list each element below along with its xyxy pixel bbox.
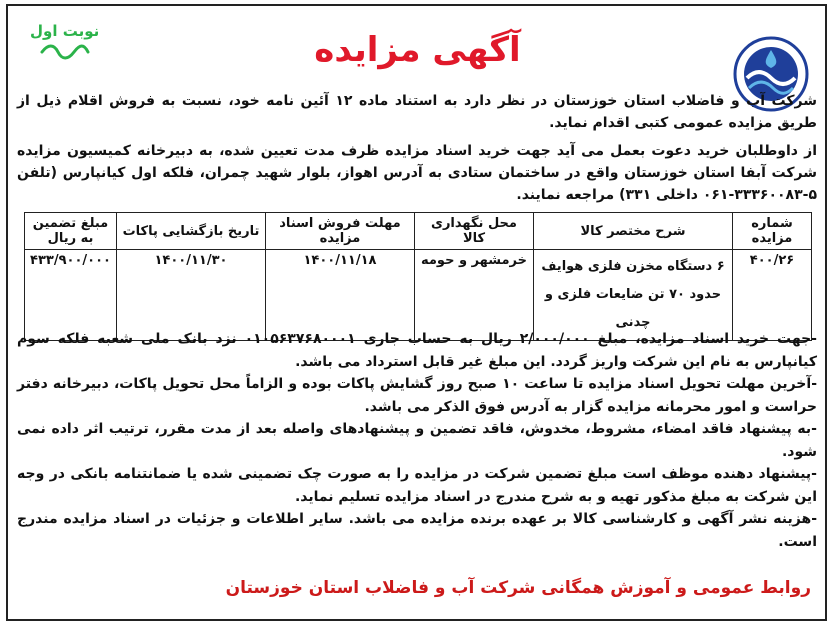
- auction-table: [24, 212, 812, 341]
- header-storage-location: محل نگهداری کالا: [415, 213, 534, 250]
- header-auction-number: شماره مزایده: [733, 213, 812, 250]
- table-row: [25, 250, 812, 341]
- cell-opening-date: ۱۴۰۰/۱۱/۳۰: [117, 250, 266, 341]
- header-item-description: شرح مختصر کالا: [534, 213, 733, 250]
- condition-item: -جهت خرید اسناد مزایده، مبلغ ۲/۰۰۰/۰۰۰ ریال به حساب جاری ۰۱۰۵۶۳۷۶۸۰۰۰۱ نزد بانک ملی شعبه فلکه سوم کیانپارس به نام این شرکت واریز گردد. این مبلغ غیر قابل استرداد می باشد.: [17, 331, 817, 370]
- table-header-row: [25, 213, 812, 250]
- conditions-list: [17, 328, 817, 553]
- condition-item: -هزینه نشر آگهی و کارشناسی کالا بر عهده برنده مزایده می باشد. سایر اطلاعات و جزئیات در اسناد مزایده مندرج است.: [17, 511, 817, 550]
- notice-title: آگهی مزایده: [314, 30, 521, 70]
- header-document-sale-deadline: مهلت فروش اسناد مزایده: [266, 213, 415, 250]
- intro-paragraph-2: از داوطلبان خرید دعوت بعمل می آید جهت خرید اسناد مزایده ظرف مدت تعیین شده، به دبیرخانه کمیسیون مزایده شرکت آبفا استان خوزستان واقع در ساختمان ستادی به آدرس اهواز، بلوار شهید چمران، فلکه اول کیانپارس (تلفن ۵-۳۳۳۶۰۰۸۳-۰۶۱ داخلی ۳۳۱) مراجعه نمایند.: [17, 143, 817, 203]
- cell-storage-location: خرمشهر و حومه: [415, 250, 534, 341]
- cell-guarantee-amount: ۴۳۳/۹۰۰/۰۰۰: [25, 250, 117, 341]
- cell-item-description: ۶ دستگاه مخزن فلزی هوایف حدود ۷۰ تن ضایعات فلزی و چدنی: [534, 250, 733, 341]
- condition-item: -پیشنهاد دهنده موظف است مبلغ تضمین شرکت در مزایده را به صورت چک تضمینی شده یا ضمانتنامه بانکی در وجه این شرکت به مبلغ مذکور تهیه و به شرح مندرج در اسناد مزایده تسلیم نماید.: [17, 466, 817, 505]
- cell-auction-number: ۴۰۰/۲۶: [733, 250, 812, 341]
- condition-item: -به پیشنهاد فاقد امضاء، مشروط، مخدوش، فاقد تضمین و پیشنهادهای واصله بعد از مدت مقرر، ترتیب اثر داده نمی شود.: [17, 421, 817, 460]
- header-opening-date: تاریخ بازگشایی پاکات: [117, 213, 266, 250]
- condition-item: -آخرین مهلت تحویل اسناد مزایده تا ساعت ۱۰ صبح روز گشایش پاکات بوده و الزاماً محل تحویل پاکات، دبیرخانه دفتر حراست و امور محرمانه مزایده گزار به آدرس فوق الذکر می باشد.: [17, 376, 818, 415]
- round-badge-label: نوبت اول: [30, 22, 100, 40]
- cell-document-sale-deadline: ۱۴۰۰/۱۱/۱۸: [266, 250, 415, 341]
- intro-paragraph-1: شرکت آب و فاضلاب استان خوزستان در نظر دارد به استناد ماده ۱۲ آئین نامه خود، نسبت به فروش اقلام ذیل از طریق مزایده عمومی کتبی اقدام نماید.: [17, 93, 817, 131]
- header-guarantee-amount: مبلغ تضمین به ریال: [25, 213, 117, 250]
- footer-signature: روابط عمومی و آموزش همگانی شرکت آب و فاضلاب استان خوزستان: [225, 578, 811, 598]
